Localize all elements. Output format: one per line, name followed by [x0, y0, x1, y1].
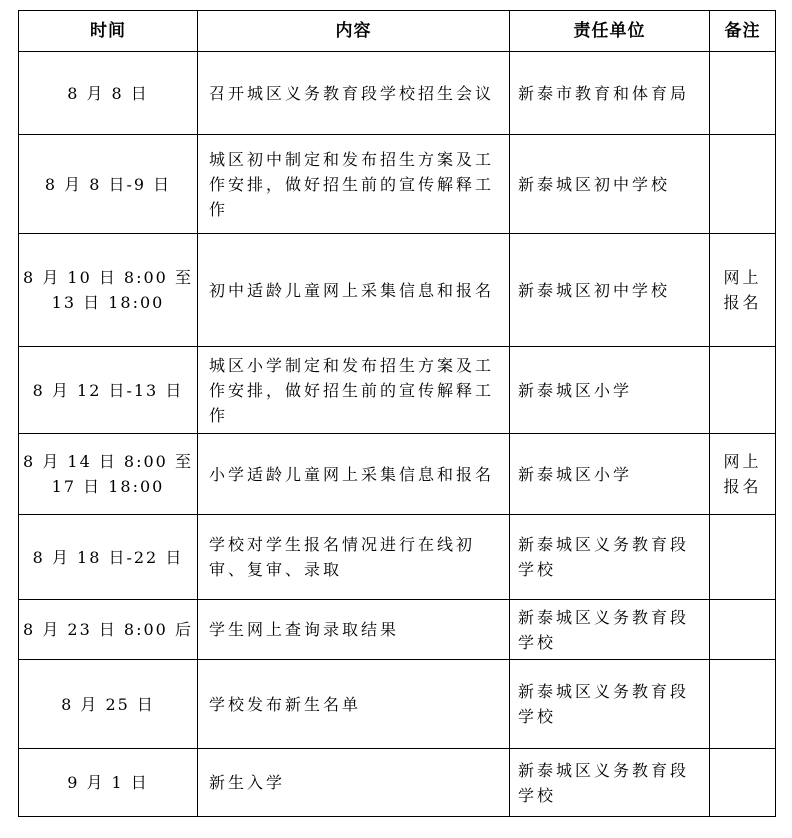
header-content: 内容 — [198, 11, 510, 52]
row-7-time: 8 月 23 日 8:00 后 — [19, 600, 198, 660]
row-2-note — [710, 135, 776, 234]
row-2-time: 8 月 8 日-9 日 — [19, 135, 198, 234]
row-6-time: 8 月 18 日-22 日 — [19, 515, 198, 600]
row-1-time: 8 月 8 日 — [19, 52, 198, 135]
table-row — [19, 52, 776, 135]
row-9-time: 9 月 1 日 — [19, 749, 198, 817]
row-9-note — [710, 749, 776, 817]
table-row — [19, 515, 776, 600]
table-row — [19, 660, 776, 749]
row-7-note — [710, 600, 776, 660]
header-unit: 责任单位 — [510, 11, 710, 52]
row-2-unit: 新泰城区初中学校 — [510, 135, 710, 234]
row-1-note — [710, 52, 776, 135]
table-row — [19, 234, 776, 347]
row-8-time: 8 月 25 日 — [19, 660, 198, 749]
table-row — [19, 600, 776, 660]
row-3-unit: 新泰城区初中学校 — [510, 234, 710, 347]
row-4-unit: 新泰城区小学 — [510, 347, 710, 434]
row-3-time: 8 月 10 日 8:00 至 13 日 18:00 — [19, 234, 198, 347]
row-1-unit: 新泰市教育和体育局 — [510, 52, 710, 135]
row-7-unit: 新泰城区义务教育段学校 — [510, 600, 710, 660]
table-row — [19, 347, 776, 434]
row-1-content: 召开城区义务教育段学校招生会议 — [198, 52, 510, 135]
row-7-content: 学生网上查询录取结果 — [198, 600, 510, 660]
table-row — [19, 749, 776, 817]
header-row — [19, 11, 776, 52]
row-5-content: 小学适龄儿童网上采集信息和报名 — [198, 434, 510, 515]
row-6-note — [710, 515, 776, 600]
row-3-note: 网上报名 — [710, 234, 776, 347]
header-note: 备注 — [710, 11, 776, 52]
row-9-content: 新生入学 — [198, 749, 510, 817]
row-6-unit: 新泰城区义务教育段学校 — [510, 515, 710, 600]
row-4-note — [710, 347, 776, 434]
header-time: 时间 — [19, 11, 198, 52]
row-8-content: 学校发布新生名单 — [198, 660, 510, 749]
row-2-content: 城区初中制定和发布招生方案及工作安排，做好招生前的宣传解释工作 — [198, 135, 510, 234]
row-5-time: 8 月 14 日 8:00 至 17 日 18:00 — [19, 434, 198, 515]
schedule-table — [18, 10, 776, 817]
row-8-unit: 新泰城区义务教育段学校 — [510, 660, 710, 749]
row-8-note — [710, 660, 776, 749]
row-4-content: 城区小学制定和发布招生方案及工作安排，做好招生前的宣传解释工作 — [198, 347, 510, 434]
row-5-unit: 新泰城区小学 — [510, 434, 710, 515]
row-3-content: 初中适龄儿童网上采集信息和报名 — [198, 234, 510, 347]
table-row — [19, 434, 776, 515]
row-9-unit: 新泰城区义务教育段学校 — [510, 749, 710, 817]
row-4-time: 8 月 12 日-13 日 — [19, 347, 198, 434]
row-6-content: 学校对学生报名情况进行在线初审、复审、录取 — [198, 515, 510, 600]
table-row — [19, 135, 776, 234]
row-5-note: 网上报名 — [710, 434, 776, 515]
